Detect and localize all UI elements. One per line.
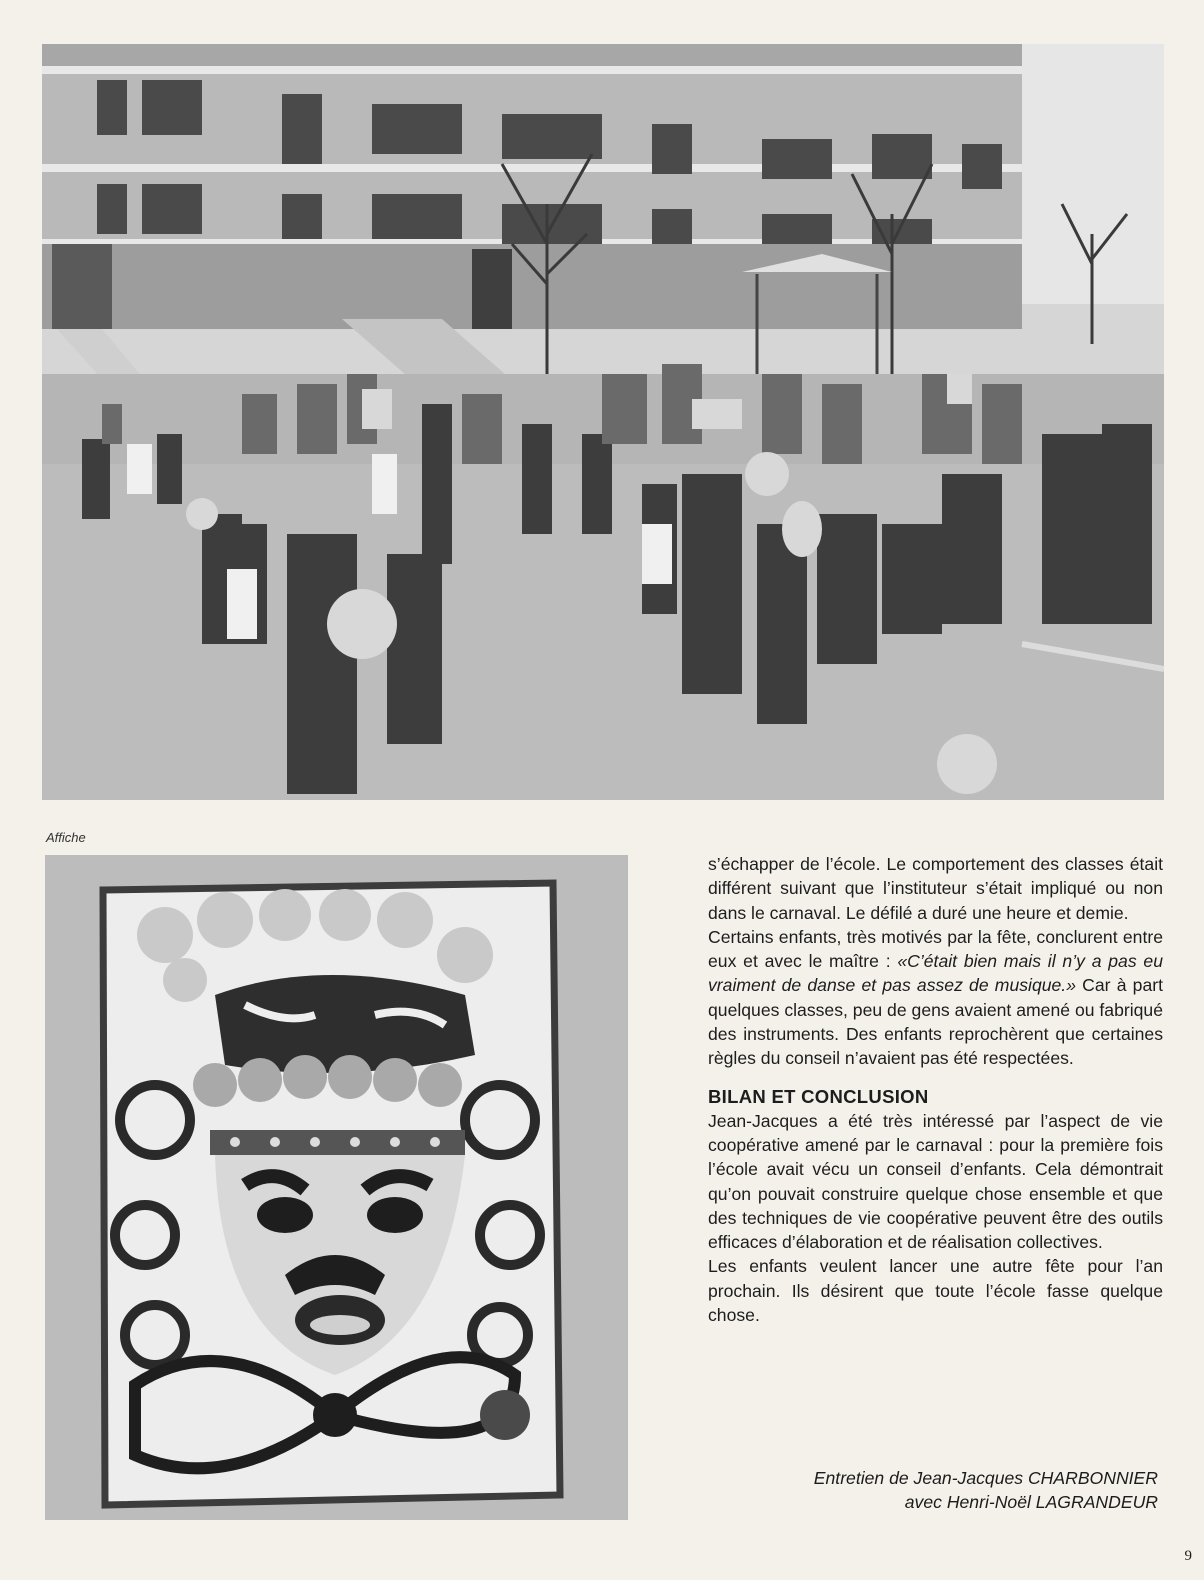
- poster-artwork: [45, 855, 628, 1520]
- carnival-photo: [42, 44, 1164, 800]
- paragraph-2: [708, 925, 1163, 1071]
- child-drawing-mask-image: [45, 855, 628, 1520]
- section-heading: BILAN ET CONCLUSION: [708, 1085, 929, 1107]
- credits-line-1: Entretien de Jean-Jacques CHARBONNIER: [813, 1468, 1158, 1488]
- paragraph-1: s’échapper de l’école. Le comportement des classes était différent suivant que l’instituteur s’était impliqué ou non dans le carnaval. Le défilé a duré une heure et demie.: [708, 854, 1163, 923]
- credits-line-2: avec Henri-Noël LAGRANDEUR: [904, 1492, 1158, 1513]
- carnival-photo-image: [42, 44, 1164, 800]
- paragraph-2-rest: Car à part quelques classes, peu de gens avaient amené ou fabriqué des instruments. Des enfants reprochèrent que certaines règles du conseil n’avaient pas été respectées.: [708, 975, 1163, 1069]
- page-number: 9: [1184, 1548, 1192, 1564]
- paragraph-4: Les enfants veulent lancer une autre fête pour l’an prochain. Ils désirent que toute l’école fasse quelque chose.: [708, 1256, 1163, 1326]
- article-text: [708, 852, 1163, 1327]
- poster-caption: Affiche: [46, 830, 86, 845]
- paragraph-3: Jean-Jacques a été très intéressé par l’aspect de vie coopérative amené par le carnaval : pour la première fois l’école avait vécu un conseil d’enfants. Cela démontrait qu’on pouvait construire quelque chose ensemble et que des techniques de vie coopérative peuvent être des outils efficaces d’élaboration et de réalisation collectives.: [708, 1110, 1163, 1253]
- credits: [688, 1466, 1158, 1515]
- paragraph-2-intro: Certains enfants, très motivés par la fête, conclurent entre eux et avec le maître :: [708, 926, 1163, 972]
- paragraph-2-quote: «C’était bien mais il n’y a pas eu vraiment de danse et pas assez de musique.»: [708, 951, 1163, 996]
